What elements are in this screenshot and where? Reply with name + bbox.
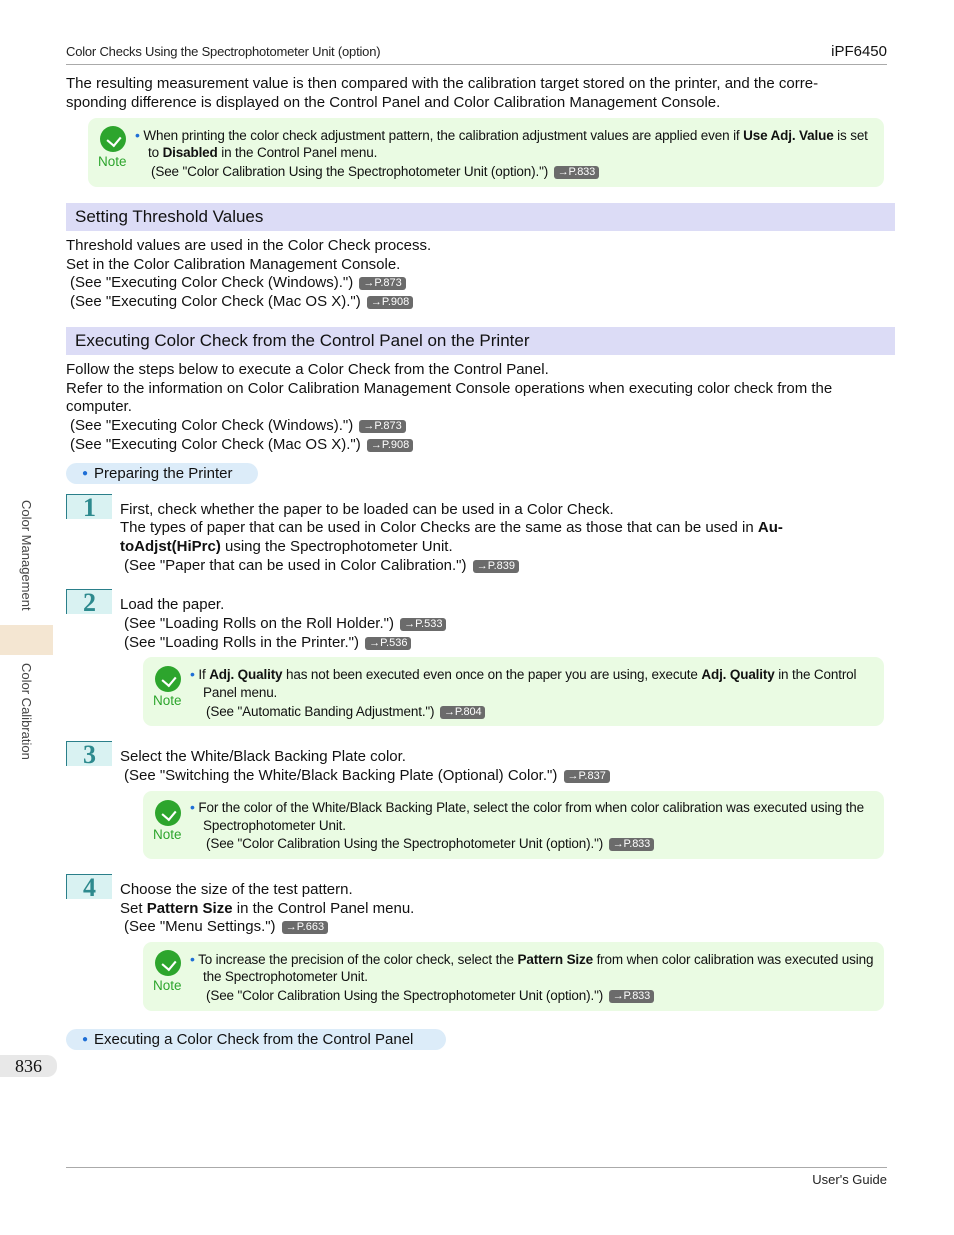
- step4-see: (See "Menu Settings.") →P.663: [124, 917, 328, 936]
- note-box: [143, 791, 884, 859]
- note-label: Note: [153, 693, 182, 708]
- running-header-model: iPF6450: [831, 43, 887, 60]
- bullet-icon: ●: [82, 468, 89, 479]
- header-rule: [66, 64, 887, 65]
- note-text-line-1: • If Adj. Quality has not been executed even once on the paper you are using, execute Adj. Quality in the Control: [190, 666, 857, 682]
- note-text-line-2: to Disabled in the Control Panel menu.: [148, 145, 378, 160]
- step1-line-1: First, check whether the paper to be loaded can be used in a Color Check.: [120, 501, 614, 518]
- step-number-1: 1: [66, 494, 112, 519]
- bullet-icon: •: [135, 127, 140, 143]
- note-box: [88, 118, 884, 187]
- note-see-line: (See "Color Calibration Using the Spectrophotometer Unit (option).") →P.833: [206, 835, 654, 854]
- sec2-see-2: (See "Executing Color Check (Mac OS X).") →P.908: [70, 435, 413, 454]
- page-ref-link[interactable]: →P.663: [282, 921, 328, 934]
- page-ref-link[interactable]: →P.533: [400, 618, 446, 631]
- note-text-line-1: • When printing the color check adjustment pattern, the calibration adjustment values are applied even if Use Adj. Value is set: [135, 127, 868, 143]
- page-ref-link[interactable]: →P.908: [367, 296, 413, 309]
- sec1-see-1: (See "Executing Color Check (Windows).") →P.873: [70, 273, 406, 292]
- page-ref-link[interactable]: →P.839: [473, 560, 519, 573]
- note-check-icon: [155, 950, 181, 976]
- sec2-line-1: Follow the steps below to execute a Color Check from the Control Panel.: [66, 361, 549, 378]
- note-text-line-1: • For the color of the White/Black Backing Plate, select the color from when color calibration was executed using the: [190, 799, 864, 815]
- page-ref-link[interactable]: →P.837: [564, 770, 610, 783]
- page-ref-link[interactable]: →P.833: [609, 990, 654, 1003]
- bullet-icon: ●: [82, 1034, 89, 1045]
- step1-see: (See "Paper that can be used in Color Calibration.") →P.839: [124, 556, 519, 575]
- bullet-icon: •: [190, 951, 195, 967]
- side-tab-color-calibration[interactable]: Color Calibration: [19, 663, 34, 760]
- step1-line-3: toAdjst(HiPrc) using the Spectrophotometer Unit.: [120, 538, 453, 555]
- step4-line-2: Set Pattern Size in the Control Panel menu.: [120, 900, 415, 917]
- side-tab-color-management[interactable]: Color Management: [19, 500, 34, 611]
- note-label: Note: [98, 154, 127, 169]
- note-see-line: (See "Color Calibration Using the Spectrophotometer Unit (option).") →P.833: [206, 987, 654, 1006]
- step3-line-1: Select the White/Black Backing Plate color.: [120, 748, 406, 765]
- note-check-icon: [155, 666, 181, 692]
- footer-rule: [66, 1167, 887, 1168]
- page-ref-link[interactable]: →P.908: [367, 439, 413, 452]
- sec1-see-2: (See "Executing Color Check (Mac OS X).") →P.908: [70, 292, 413, 311]
- subheading-executing-color-check: ● Executing a Color Check from the Control Panel: [66, 1029, 446, 1050]
- note-check-icon: [155, 800, 181, 826]
- note-text-line-2: Spectrophotometer Unit.: [203, 818, 346, 833]
- note-label: Note: [153, 827, 182, 842]
- page-ref-link[interactable]: →P.873: [359, 420, 405, 433]
- sec1-line-2: Set in the Color Calibration Management Console.: [66, 256, 401, 273]
- page-ref-link[interactable]: →P.833: [609, 838, 654, 851]
- note-box: [143, 657, 884, 726]
- intro-line-2: sponding difference is displayed on the Control Panel and Color Calibration Management Console.: [66, 94, 721, 111]
- sec1-line-1: Threshold values are used in the Color Check process.: [66, 237, 432, 254]
- note-label: Note: [153, 978, 182, 993]
- note-see-line: (See "Automatic Banding Adjustment.") →P.804: [206, 703, 485, 722]
- page-number: 836: [0, 1055, 57, 1077]
- note-text-line-2: Panel menu.: [203, 685, 278, 700]
- sec2-line-2: Refer to the information on Color Calibration Management Console operations when executing color check from the: [66, 380, 833, 397]
- step3-see: (See "Switching the White/Black Backing Plate (Optional) Color.") →P.837: [124, 766, 610, 785]
- step2-line-1: Load the paper.: [120, 596, 225, 613]
- note-box: [143, 942, 884, 1011]
- note-check-icon: [100, 126, 126, 152]
- note-text-line-2: the Spectrophotometer Unit.: [203, 969, 368, 984]
- side-tab-highlight: [0, 625, 53, 655]
- page-ref-link[interactable]: →P.833: [554, 166, 599, 179]
- step1-line-2: The types of paper that can be used in Color Checks are the same as those that can be used in Au-: [120, 519, 783, 536]
- page-ref-link[interactable]: →P.804: [440, 706, 485, 719]
- sec2-see-1: (See "Executing Color Check (Windows).") →P.873: [70, 416, 406, 435]
- intro-line-1: The resulting measurement value is then compared with the calibration target stored on the printer, and the corre-: [66, 75, 819, 92]
- subheading-preparing-printer: ● Preparing the Printer: [66, 463, 258, 484]
- step-number-2: 2: [66, 589, 112, 614]
- step4-line-1: Choose the size of the test pattern.: [120, 881, 353, 898]
- note-see-line: (See "Color Calibration Using the Spectrophotometer Unit (option).") →P.833: [151, 163, 599, 182]
- running-header-title: Color Checks Using the Spectrophotometer Unit (option): [66, 44, 381, 59]
- step-number-4: 4: [66, 874, 112, 899]
- bullet-icon: •: [190, 666, 195, 682]
- section-heading-threshold: Setting Threshold Values: [66, 203, 895, 231]
- note-text-line-1: • To increase the precision of the color check, select the Pattern Size from when color calibration was executed using: [190, 951, 874, 967]
- page-ref-link[interactable]: →P.536: [365, 637, 411, 650]
- footer-guide: User's Guide: [812, 1172, 887, 1187]
- section-heading-control-panel: Executing Color Check from the Control Panel on the Printer: [66, 327, 895, 355]
- page-ref-link[interactable]: →P.873: [359, 277, 405, 290]
- step2-see-2: (See "Loading Rolls in the Printer.") →P.536: [124, 633, 411, 652]
- step-number-3: 3: [66, 741, 112, 766]
- bullet-icon: •: [190, 799, 195, 815]
- sec2-line-3: computer.: [66, 398, 132, 415]
- step2-see-1: (See "Loading Rolls on the Roll Holder.") →P.533: [124, 614, 446, 633]
